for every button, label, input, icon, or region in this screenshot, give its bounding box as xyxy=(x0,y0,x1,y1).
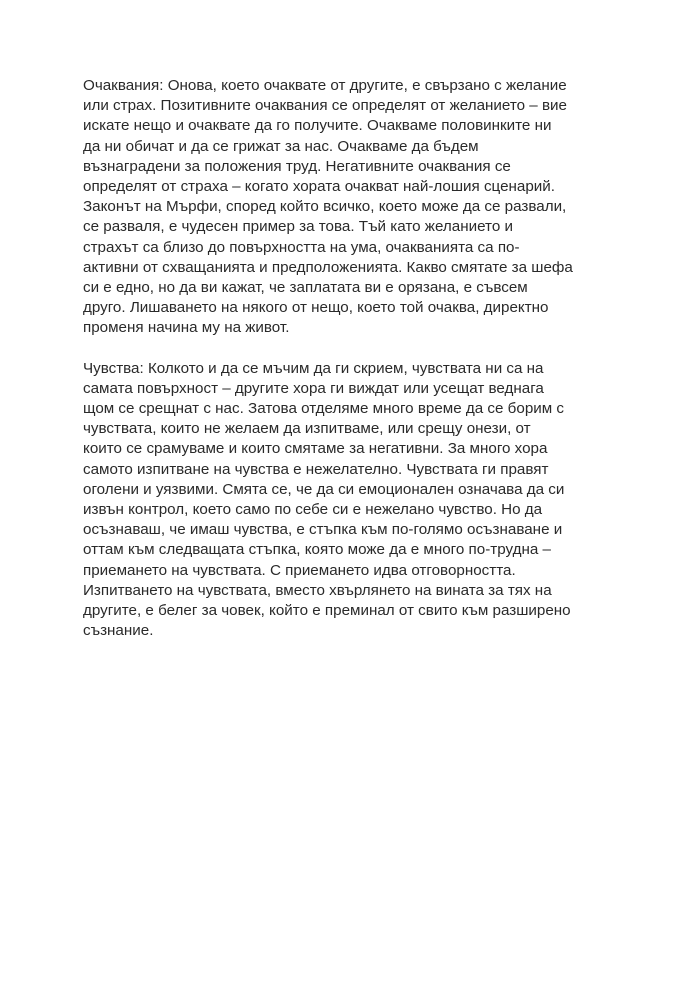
paragraph-expectations xyxy=(83,76,623,339)
text-line: Законът на Мърфи, според който всичко, което може да се развали, xyxy=(83,198,567,216)
text-line: извън контрол, което само по себе си е нежелано чувство. Но да xyxy=(83,501,543,519)
text-line: щом се срещнат с нас. Затова отделяме много време да се борим с xyxy=(83,400,565,418)
paragraph-feelings xyxy=(83,359,623,642)
text-line: възнаградени за положения труд. Негативните очаквания се xyxy=(83,157,511,175)
text-line: самата повърхност – другите хора ги виждат или усещат веднага xyxy=(83,379,544,397)
text-line: или страх. Позитивните очаквания се определят от желанието – вие xyxy=(83,97,567,115)
text-line: чувствата, които не желаем да изпитваме, или срещу онези, от xyxy=(83,420,531,438)
text-line: да ни обичат и да се грижат за нас. Очакваме да бъдем xyxy=(83,137,479,155)
text-line: приемането на чувствата. С приемането идва отговорността. xyxy=(83,561,516,579)
text-line: се разваля, е чудесен пример за това. Тъй като желанието и xyxy=(83,218,513,236)
text-line: Чувства: Колкото и да се мъчим да ги скрием, чувствата ни са на xyxy=(83,359,544,377)
text-line: променя начина му на живот. xyxy=(83,319,290,337)
text-line: които се срамуваме и които смятаме за негативни. За много хора xyxy=(83,440,548,458)
text-line: Очаквания: Онова, което очаквате от другите, е свързано с желание xyxy=(83,77,567,94)
text-line: друго. Лишаването на някого от нещо, което той очаква, директно xyxy=(83,299,549,317)
text-line: страхът са близо до повърхността на ума, очакванията са по- xyxy=(83,238,520,256)
text-line: искате нещо и очаквате да го получите. Очакваме половинките ни xyxy=(83,117,552,135)
text-line: оголени и уязвими. Смята се, че да си емоционален означава да си xyxy=(83,480,565,498)
text-line: другите, е белег за човек, който е преминал от свито към разширено xyxy=(83,602,571,620)
text-line: оттам към следващата стъпка, която може да е много по-трудна – xyxy=(83,541,551,559)
text-line: осъзнаваш, че имаш чувства, е стъпка към по-голямо осъзнаване и xyxy=(83,521,563,539)
text-line: самото изпитване на чувства е нежелателно. Чувствата ги правят xyxy=(83,460,549,478)
text-line: си е едно, но да ви кажат, че заплатата ви е орязана, е съвсем xyxy=(83,279,528,297)
text-line: активни от схващанията и предположенията. Какво смятате за шефа xyxy=(83,258,573,276)
text-line: определят от страха – когато хората очакват най-лошия сценарий. xyxy=(83,178,555,196)
document-body xyxy=(83,76,623,661)
text-line: съзнание. xyxy=(83,622,154,640)
text-line: Изпитването на чувствата, вместо хвърлянето на вината за тях на xyxy=(83,581,552,599)
